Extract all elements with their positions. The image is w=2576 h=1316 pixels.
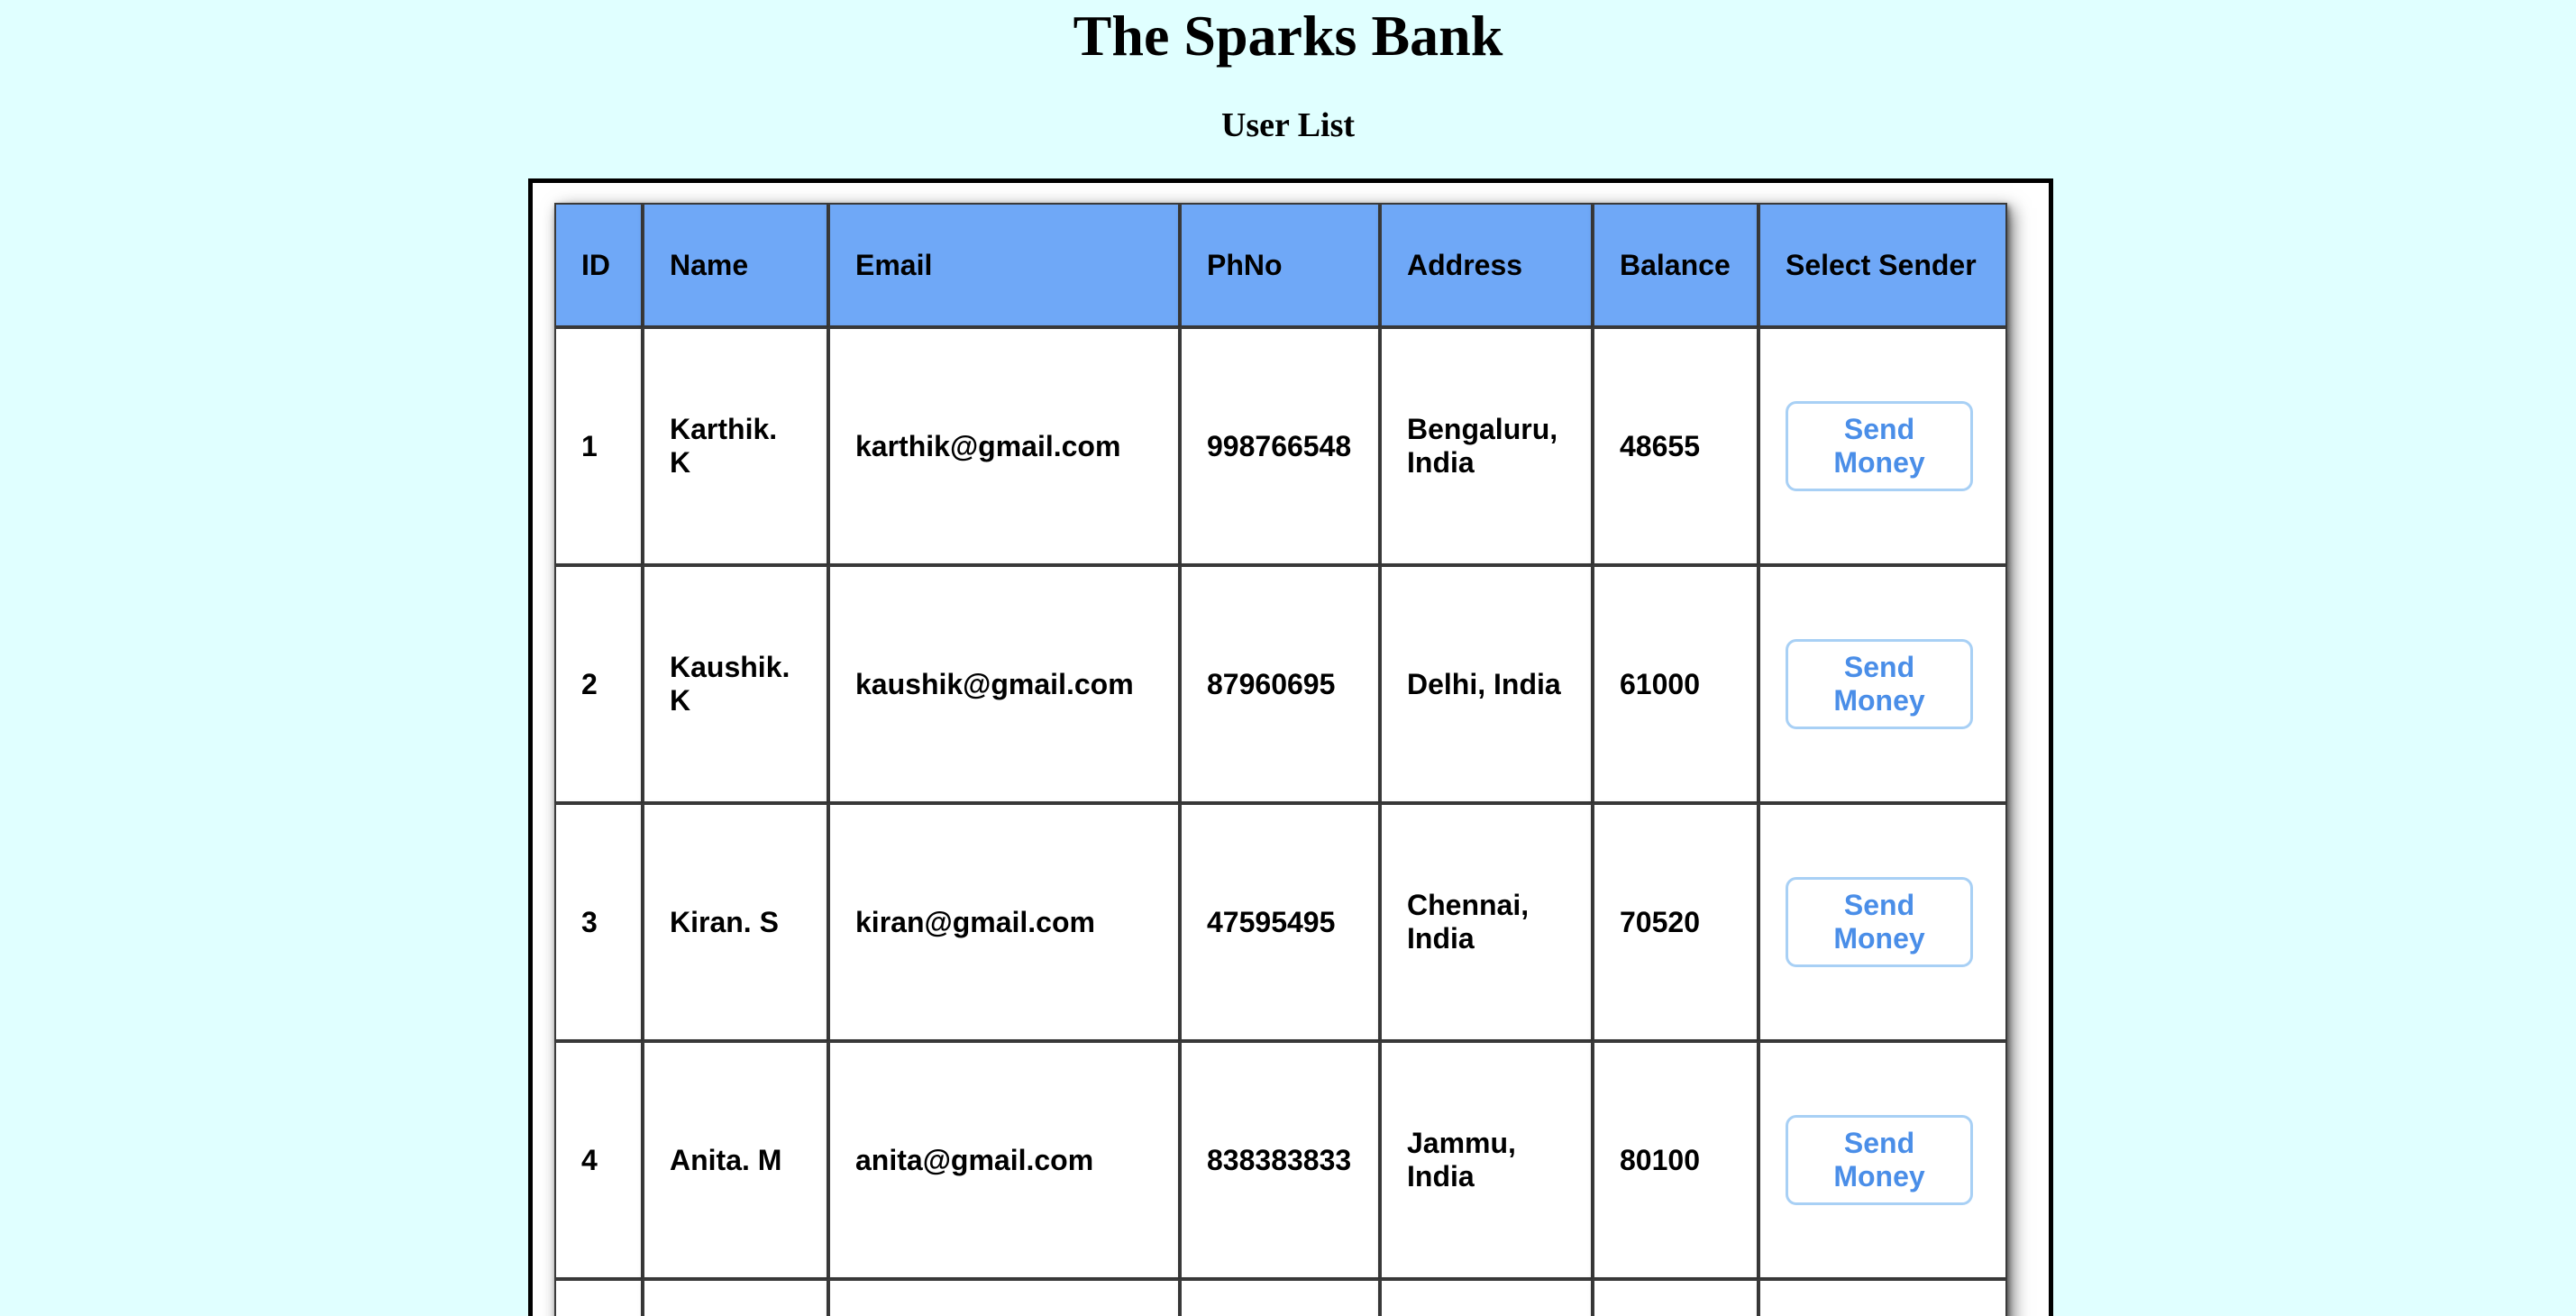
cell-email: kaushik@gmail.com <box>828 565 1180 803</box>
cell-name: Kiran. S <box>643 803 828 1041</box>
cell-phone: 998766548 <box>1180 327 1380 565</box>
send-money-button[interactable]: Send Money <box>1786 877 1973 967</box>
cell-balance: 61000 <box>1593 565 1758 803</box>
page-title: The Sparks Bank <box>1073 4 1503 68</box>
header-balance: Balance <box>1593 203 1758 327</box>
cell-phone <box>1180 1279 1380 1316</box>
cell-address: Chennai, India <box>1380 803 1593 1041</box>
cell-balance: 48655 <box>1593 327 1758 565</box>
cell-id: 3 <box>554 803 643 1041</box>
header-select-sender: Select Sender <box>1758 203 2007 327</box>
header-name: Name <box>643 203 828 327</box>
cell-phone: 838383833 <box>1180 1041 1380 1279</box>
cell-name: Anita. M <box>643 1041 828 1279</box>
cell-id: 4 <box>554 1041 643 1279</box>
send-money-button[interactable]: Send Money <box>1786 401 1973 491</box>
header-phone: PhNo <box>1180 203 1380 327</box>
cell-email: anita@gmail.com <box>828 1041 1180 1279</box>
cell-balance <box>1593 1279 1758 1316</box>
cell-action <box>1758 565 2007 803</box>
table-frame <box>528 178 2053 1316</box>
table-row <box>554 803 2007 1041</box>
cell-address: Bengaluru, India <box>1380 327 1593 565</box>
header-address: Address <box>1380 203 1593 327</box>
send-money-button[interactable]: Send Money <box>1786 1115 1973 1205</box>
table-row <box>554 1041 2007 1279</box>
table-row <box>554 1279 2007 1316</box>
cell-action <box>1758 327 2007 565</box>
cell-email: karthik@gmail.com <box>828 327 1180 565</box>
cell-balance: 80100 <box>1593 1041 1758 1279</box>
cell-address: Jammu, India <box>1380 1041 1593 1279</box>
cell-action <box>1758 1041 2007 1279</box>
cell-phone: 87960695 <box>1180 565 1380 803</box>
cell-name <box>643 1279 828 1316</box>
user-table <box>554 203 2007 1316</box>
cell-email: kiran@gmail.com <box>828 803 1180 1041</box>
cell-balance: 70520 <box>1593 803 1758 1041</box>
cell-action <box>1758 803 2007 1041</box>
cell-name: Kaushik. K <box>643 565 828 803</box>
cell-action <box>1758 1279 2007 1316</box>
table-header-row <box>554 203 2007 327</box>
cell-phone: 47595495 <box>1180 803 1380 1041</box>
table-row <box>554 327 2007 565</box>
cell-address <box>1380 1279 1593 1316</box>
cell-email <box>828 1279 1180 1316</box>
cell-id <box>554 1279 643 1316</box>
header-email: Email <box>828 203 1180 327</box>
page-subtitle: User List <box>1220 106 1356 144</box>
send-money-button[interactable]: Send Money <box>1786 639 1973 729</box>
table-row <box>554 565 2007 803</box>
cell-name: Karthik. K <box>643 327 828 565</box>
cell-id: 1 <box>554 327 643 565</box>
cell-address: Delhi, India <box>1380 565 1593 803</box>
cell-id: 2 <box>554 565 643 803</box>
header-id: ID <box>554 203 643 327</box>
